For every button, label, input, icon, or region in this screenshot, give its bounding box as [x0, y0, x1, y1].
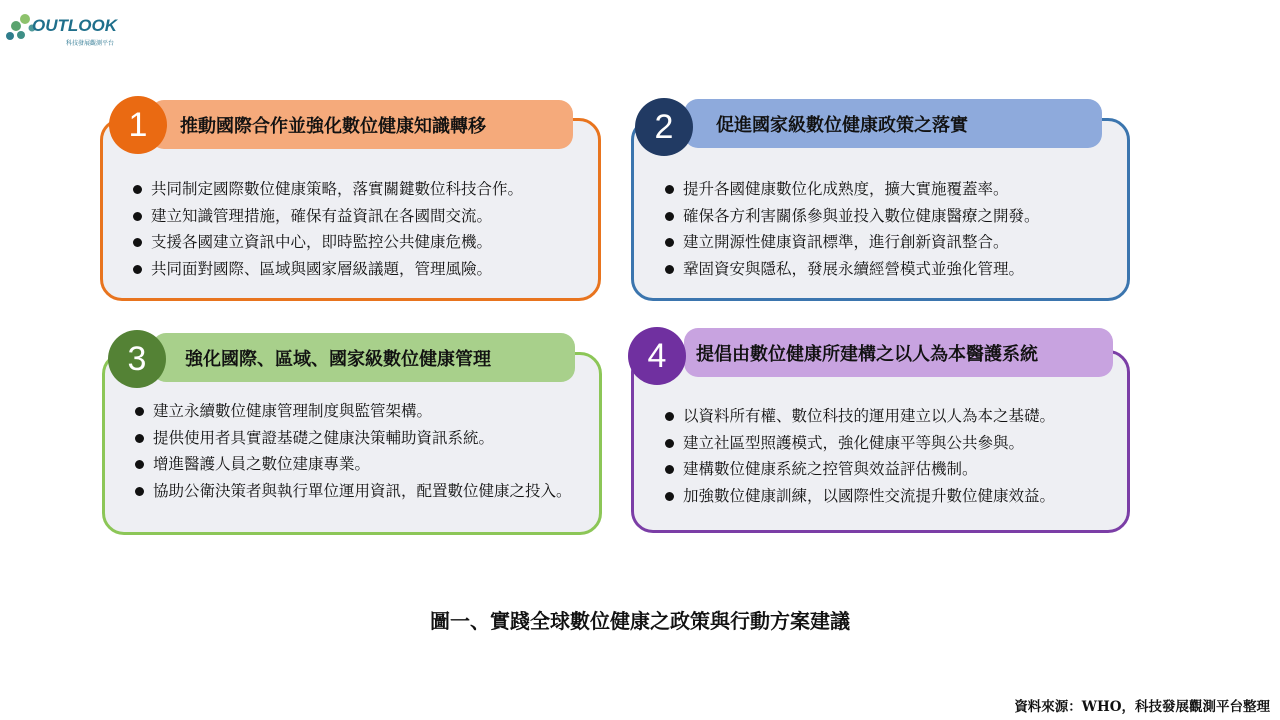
- list-item: 建立永續數位健康管理制度與監管架構。: [133, 398, 593, 425]
- logo-wordmark: OUTLOOK: [32, 16, 117, 35]
- panel-1-list: [131, 176, 523, 282]
- panel-1-title: 推動國際合作並強化數位健康知識轉移: [150, 100, 573, 149]
- list-item: 加強數位健康訓練，以國際性交流提升數位健康效益。: [663, 483, 1055, 510]
- panel-3-list: [133, 398, 593, 504]
- list-item: 提升各國健康數位化成熟度，擴大實施覆蓋率。: [663, 176, 1040, 203]
- list-item: 提供使用者具實證基礎之健康決策輔助資訊系統。: [133, 425, 593, 452]
- logo-subtitle: 科技發展觀測平台: [66, 40, 115, 47]
- list-item: 建立開源性健康資訊標準，進行創新資訊整合。: [663, 229, 1040, 256]
- panel-4-title: 提倡由數位健康所建構之以人為本醫護系統: [684, 328, 1113, 377]
- panel-2-list: [663, 176, 1040, 282]
- panel-3-number: 3: [108, 330, 166, 388]
- list-item: 建立社區型照護模式，強化健康平等與公共參與。: [663, 430, 1055, 457]
- list-item: 以資料所有權、數位科技的運用建立以人為本之基礎。: [663, 403, 1055, 430]
- list-item: 建立知識管理措施，確保有益資訊在各國間交流。: [131, 203, 523, 230]
- list-item: 支援各國建立資訊中心，即時監控公共健康危機。: [131, 229, 523, 256]
- list-item: 增進醫護人員之數位建康專業。: [133, 451, 593, 478]
- list-item: 建構數位健康系統之控管與效益評估機制。: [663, 456, 1055, 483]
- panel-1-number: 1: [109, 96, 167, 154]
- source-note: 資料來源：WHO，科技發展觀測平台整理: [1014, 699, 1270, 715]
- panel-2-title: 促進國家級數位健康政策之落實: [684, 99, 1102, 148]
- panel-2-number: 2: [635, 98, 693, 156]
- panel-4-list: [663, 403, 1055, 509]
- panel-3-title: 強化國際、區域、國家級數位健康管理: [152, 333, 575, 382]
- list-item: 鞏固資安與隱私，發展永續經營模式並強化管理。: [663, 256, 1040, 283]
- panel-4-number: 4: [628, 327, 686, 385]
- list-item: 確保各方利害關係參與並投入數位健康醫療之開發。: [663, 203, 1040, 230]
- list-item: 共同面對國際、區域與國家層級議題，管理風險。: [131, 256, 523, 283]
- list-item: 共同制定國際數位健康策略，落實關鍵數位科技合作。: [131, 176, 523, 203]
- list-item: 協助公衛決策者與執行單位運用資訊，配置數位健康之投入。: [133, 478, 593, 505]
- outlook-logo: [4, 6, 124, 46]
- figure-caption: 圖一、實踐全球數位健康之政策與行動方案建議: [430, 609, 850, 633]
